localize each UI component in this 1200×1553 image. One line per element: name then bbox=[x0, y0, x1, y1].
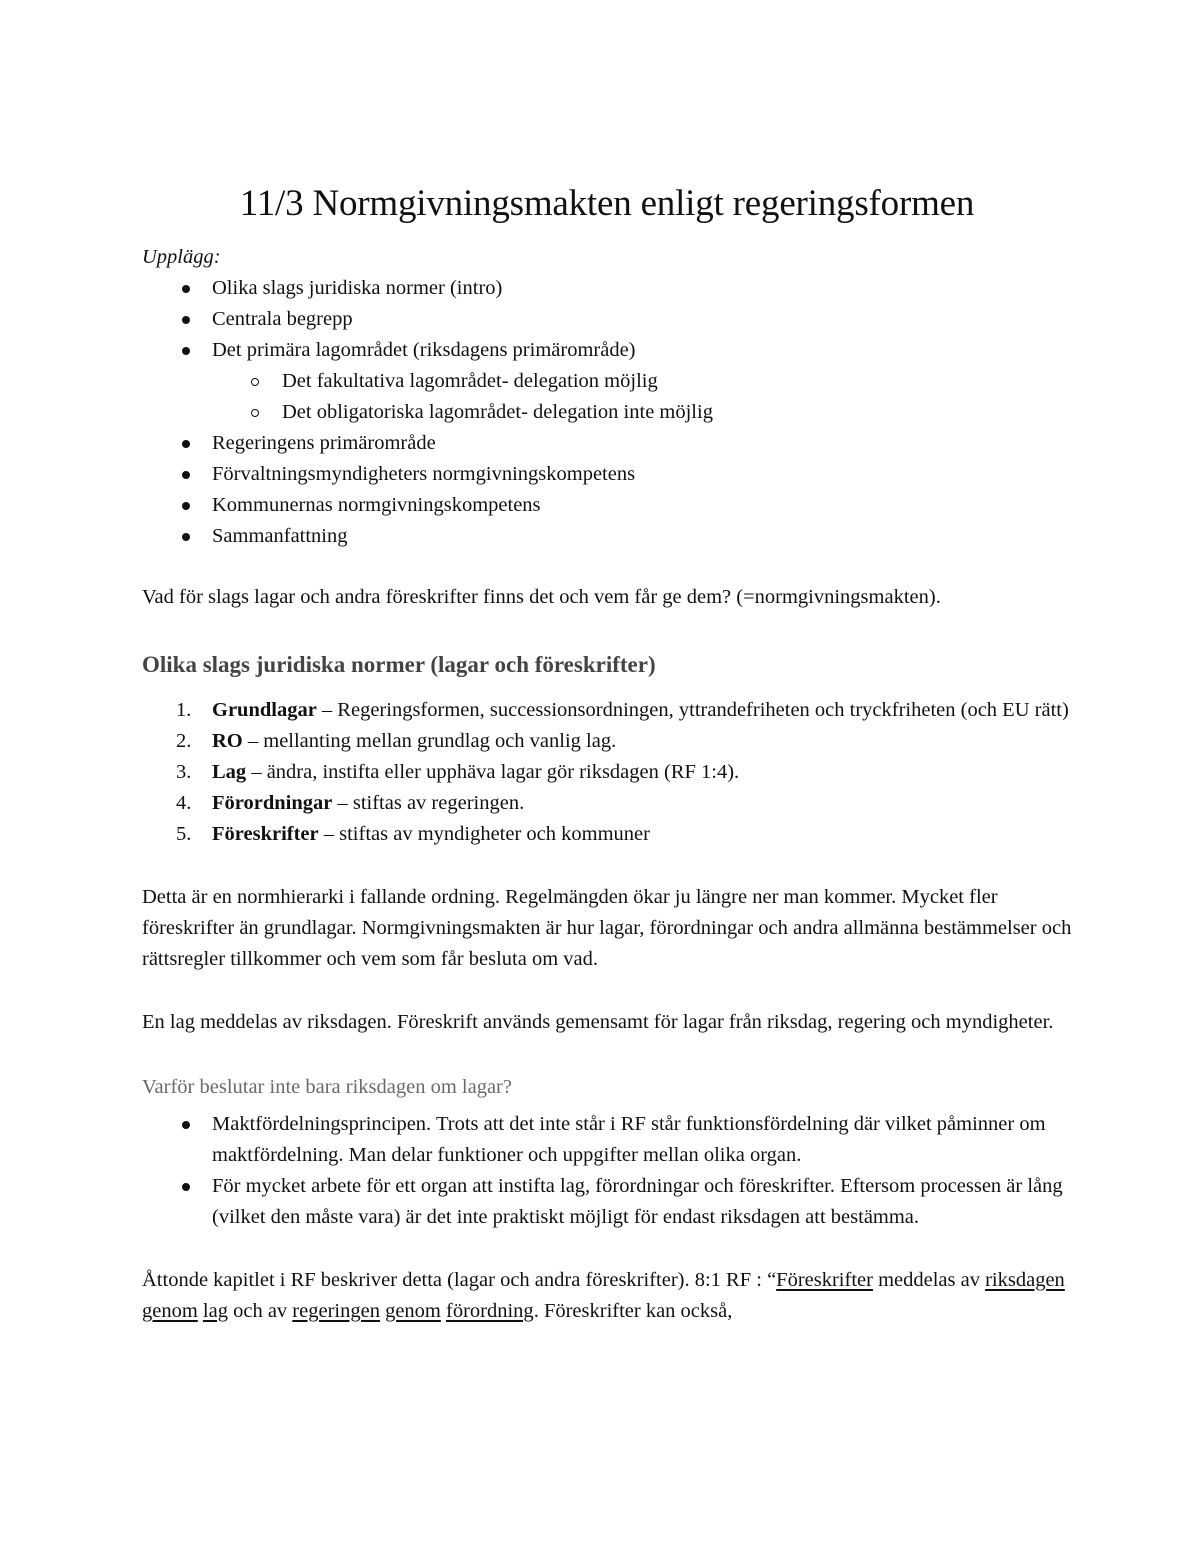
list-item bbox=[142, 757, 1072, 788]
norm-description: – Regeringsformen, successionsordningen, yttrandefriheten och tryckfriheten (och EU rätt) bbox=[316, 699, 1069, 721]
norm-term: RO bbox=[212, 730, 243, 752]
lag-paragraph: En lag meddelas av riksdagen. Föreskrift används gemensamt för lagar från riksdag, regering och myndigheter. bbox=[142, 1011, 1054, 1033]
norm-term: Lag bbox=[212, 761, 247, 783]
list-item bbox=[142, 726, 1072, 757]
outline-sublist bbox=[142, 366, 1072, 428]
text-run: och av bbox=[227, 1300, 293, 1322]
underlined-term: genom bbox=[142, 1300, 198, 1322]
list-item bbox=[142, 819, 1072, 850]
underlined-term: regeringen bbox=[292, 1300, 380, 1322]
norms-list bbox=[142, 695, 1072, 850]
list-number: 4. bbox=[176, 792, 192, 814]
list-item: Maktfördelningsprincipen. Trots att det inte står i RF står funktionsfördelning där vilket påminner om maktfördelning. Man delar funktioner och uppgifter mellan olika organ. bbox=[142, 1109, 1072, 1171]
intro-question: Vad för slags lagar och andra föreskrifter finns det och vem får ge dem? (=normgivningsmakten). bbox=[142, 586, 941, 608]
text-run: meddelas av bbox=[872, 1269, 986, 1291]
list-number: 3. bbox=[176, 761, 192, 783]
list-item: Sammanfattning bbox=[142, 521, 1072, 552]
list-item: Olika slags juridiska normer (intro) bbox=[142, 273, 1072, 304]
list-item: Det primära lagområdet (riksdagens primärområde) bbox=[142, 335, 1072, 366]
outline-list-continued bbox=[142, 428, 1072, 552]
norm-description: – mellanting mellan grundlag och vanlig lag. bbox=[242, 730, 617, 752]
list-number: 1. bbox=[176, 699, 192, 721]
underlined-term: förordning bbox=[446, 1300, 534, 1322]
list-item: Kommunernas normgivningskompetens bbox=[142, 490, 1072, 521]
list-item: Det obligatoriska lagområdet- delegation inte möjlig bbox=[142, 397, 1072, 428]
document-title: 11/3 Normgivningsmakten enligt regeringsformen bbox=[239, 183, 975, 224]
underlined-term: riksdagen bbox=[985, 1269, 1065, 1291]
outline-label: Upplägg: bbox=[142, 246, 221, 268]
list-item: Centrala begrepp bbox=[142, 304, 1072, 335]
list-item: Regeringens primärområde bbox=[142, 428, 1072, 459]
underlined-term: Föreskrifter bbox=[776, 1269, 873, 1291]
underlined-term: lag bbox=[202, 1300, 228, 1322]
chapter-eight-paragraph bbox=[142, 1265, 1072, 1327]
text-run: Åttonde kapitlet i RF beskriver detta (lagar och andra föreskrifter). 8:1 RF : “ bbox=[142, 1269, 777, 1291]
question-heading: Varför beslutar inte bara riksdagen om lagar? bbox=[142, 1076, 512, 1098]
outline-list bbox=[142, 273, 1072, 366]
norm-description: – ändra, instifta eller upphäva lagar gör riksdagen (RF 1:4). bbox=[246, 761, 740, 783]
list-item: Det fakultativa lagområdet- delegation möjlig bbox=[142, 366, 1072, 397]
underlined-term: genom bbox=[385, 1300, 441, 1322]
norm-term: Grundlagar bbox=[212, 699, 317, 721]
list-number: 5. bbox=[176, 823, 192, 845]
list-item: För mycket arbete för ett organ att instifta lag, förordningar och föreskrifter. Eftersom processen är lång (vilket den måste vara) är det inte praktiskt möjligt för endast riksdagen att bestämma. bbox=[142, 1171, 1072, 1233]
list-item bbox=[142, 788, 1072, 819]
reasons-list bbox=[142, 1109, 1072, 1233]
document-page bbox=[142, 178, 1072, 1327]
norm-description: – stiftas av myndigheter och kommuner bbox=[318, 823, 650, 845]
text-run: . Föreskrifter kan också, bbox=[533, 1300, 733, 1322]
norm-term: Förordningar bbox=[212, 792, 333, 814]
list-item: Förvaltningsmyndigheters normgivningskompetens bbox=[142, 459, 1072, 490]
section-heading: Olika slags juridiska normer (lagar och föreskrifter) bbox=[142, 652, 656, 677]
list-number: 2. bbox=[176, 730, 192, 752]
list-item bbox=[142, 695, 1072, 726]
hierarchy-paragraph: Detta är en normhierarki i fallande ordning. Regelmängden ökar ju längre ner man kommer. Mycket fler föreskrifter än grundlagar. Normgivningsmakten är hur lagar, förordningar och andra allmänna bestämmelser och rättsregler tillkommer och vem som får besluta om vad. bbox=[142, 886, 1072, 970]
norm-description: – stiftas av regeringen. bbox=[332, 792, 525, 814]
norm-term: Föreskrifter bbox=[212, 823, 319, 845]
